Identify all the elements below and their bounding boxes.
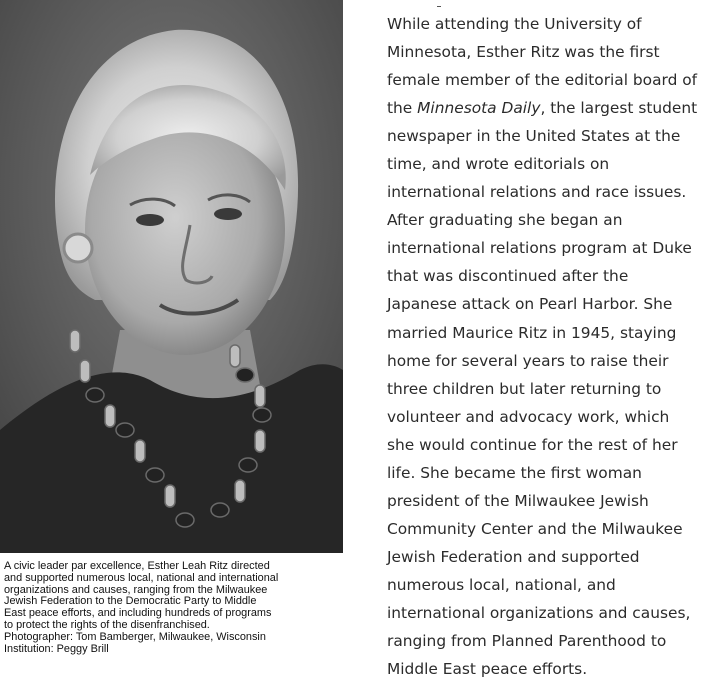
text-line: Minnesota, Esther Ritz was the first [387,43,660,62]
text-line: female member of the editorial board of [387,71,698,90]
text-fragment: , the largest student [540,99,698,118]
text-line: she would continue for the rest of her [387,435,678,454]
text-line: married Maurice Ritz in 1945, staying [387,323,677,342]
text-line: newspaper in the United States at the [387,127,681,146]
text-line: life. She became the first woman [387,463,642,482]
text-line [387,94,705,122]
portrait-photo [0,0,343,553]
biography-text [387,10,705,683]
caption-institution: Institution: Peggy Brill [4,642,109,655]
text-line: After graduating she began an [387,211,623,230]
text-line: Community Center and the Milwaukee [387,519,683,538]
caption-photographer: Photographer: Tom Bamberger, Milwaukee, Wisconsin [4,630,266,643]
text-fragment: the [387,99,418,118]
text-line: president of the Milwaukee Jewish [387,491,649,510]
text-line: international relations and race issues. [387,183,687,202]
text-line: international relations program at Duke [387,239,692,258]
text-line: While attending the University of [387,15,642,33]
caption-line: and supported numerous local, national and international [4,571,279,584]
caption-line: Jewish Federation to the Democratic Party to Middle [4,595,257,608]
caption-line: organizations and causes, ranging from the Milwaukee [4,583,268,596]
text-line: volunteer and advocacy work, which [387,407,670,426]
text-line: time, and wrote editorials on [387,155,610,174]
text-line: numerous local, national, and [387,575,616,594]
portrait-illustration [0,0,343,553]
caption-line: A civic leader par excellence, Esther Leah Ritz directed [4,560,270,572]
decorative-tick [437,6,441,7]
text-line: three children but later returning to [387,379,662,398]
photo-caption [4,561,340,655]
text-line: home for several years to raise their [387,351,669,370]
text-line: international organizations and causes, [387,603,691,622]
text-line: Japanese attack on Pearl Harbor. She [387,295,673,314]
caption-line: to protect the rights of the disenfranchised. [4,618,210,631]
newspaper-title: Minnesota Daily [417,99,541,118]
text-line: Middle East peace efforts. [387,660,588,679]
caption-line: East peace efforts, and including hundreds of programs [4,607,272,620]
text-line: Jewish Federation and supported [387,547,640,566]
text-line: that was discontinued after the [387,267,629,286]
text-line: ranging from Planned Parenthood to [387,632,667,651]
